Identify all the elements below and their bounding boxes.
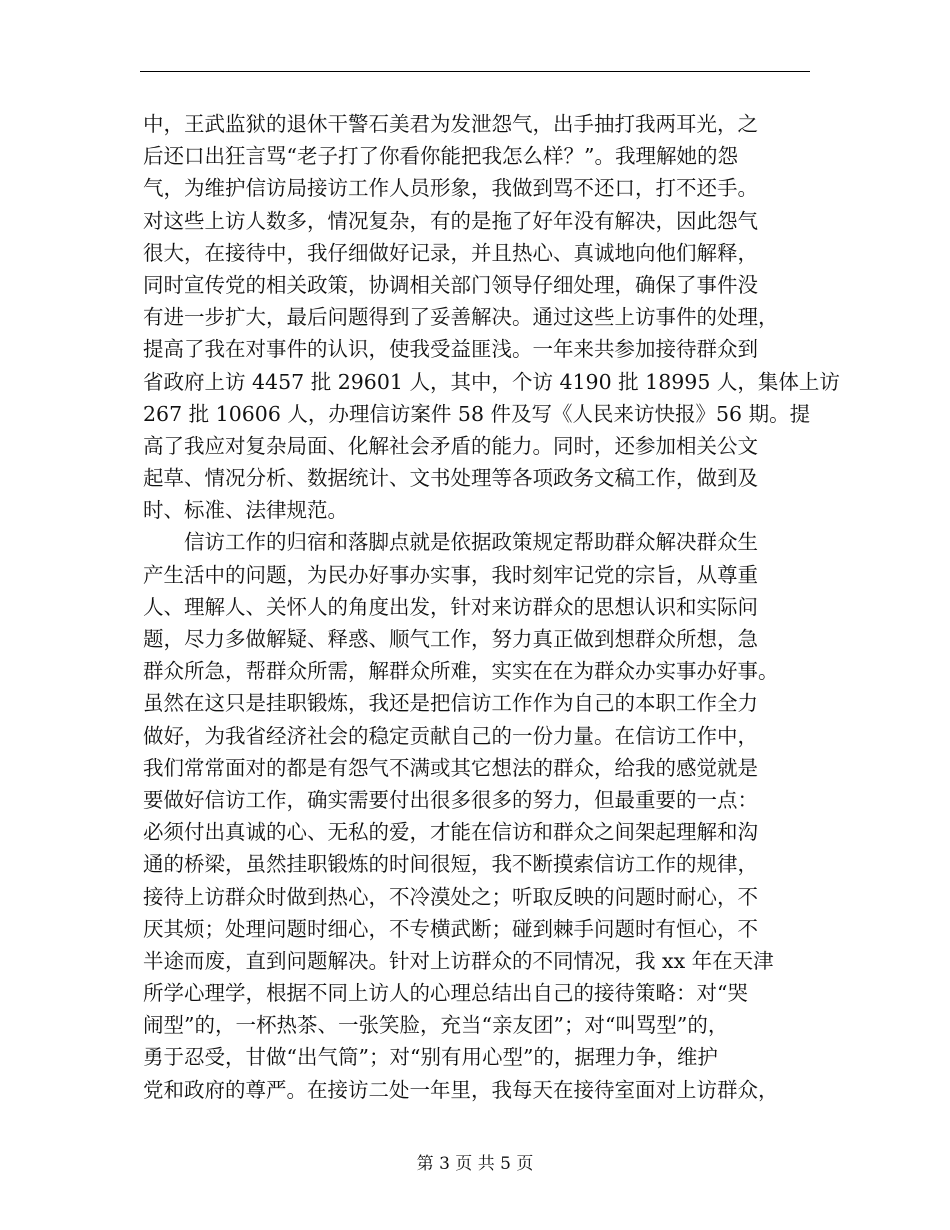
text-line: 提高了我在对事件的认识，使我受益匪浅。一年来共参加接待群众到 xyxy=(143,337,758,362)
text-line: 气，为维护信访局接访工作人员形象，我做到骂不还口，打不还手。 xyxy=(143,176,758,201)
text-line: 接待上访群众时做到热心，不冷漠处之；听取反映的问题时耐心，不 xyxy=(143,884,758,909)
text-line: 同时宣传党的相关政策，协调相关部门领导仔细处理，确保了事件没 xyxy=(143,272,758,297)
text-line: 267 批 10606 人，办理信访案件 58 件及写《人民来访快报》56 期。提 xyxy=(143,401,811,426)
text-line: 群众所急，帮群众所需，解群众所难，实实在在为群众办实事办好事。 xyxy=(143,659,779,684)
text-line: 厌其烦；处理问题时细心，不专横武断；碰到棘手问题时有恒心，不 xyxy=(143,916,758,941)
header-rule xyxy=(140,71,810,72)
text-line: 要做好信访工作，确实需要付出很多很多的努力，但最重要的一点： xyxy=(143,787,758,812)
text-line: 党和政府的尊严。在接访二处一年里，我每天在接待室面对上访群众， xyxy=(143,1077,779,1102)
text-line: 虽然在这只是挂职锻炼，我还是把信访工作作为自己的本职工作全力 xyxy=(143,691,758,716)
text-line: 高了我应对复杂局面、化解社会矛盾的能力。同时，还参加相关公文 xyxy=(143,433,758,458)
text-line: 有进一步扩大，最后问题得到了妥善解决。通过这些上访事件的处理， xyxy=(143,305,779,330)
text-line: 对这些上访人数多，情况复杂，有的是拖了好年没有解决，因此怨气 xyxy=(143,208,758,233)
text-line: 人、理解人、关怀人的角度出发，针对来访群众的思想认识和实际问 xyxy=(143,594,758,619)
paragraph-2 xyxy=(143,526,815,1105)
text-line: 中，王武监狱的退休干警石美君为发泄怨气，出手抽打我两耳光，之 xyxy=(143,112,758,136)
text-line: 闹型”的，一杯热茶、一张笑脸，充当“亲友团”；对“叫骂型”的， xyxy=(143,1013,729,1038)
text-line: 通的桥梁，虽然挂职锻炼的时间很短，我不断摸索信访工作的规律， xyxy=(143,852,758,877)
text-line: 产生活中的问题，为民办好事办实事，我时刻牢记党的宗旨，从尊重 xyxy=(143,562,758,587)
text-line: 起草、情况分析、数据统计、文书处理等各项政务文稿工作，做到及 xyxy=(143,466,758,491)
text-line-indented: 信访工作的归宿和落脚点就是依据政策规定帮助群众解决群众生 xyxy=(184,530,758,555)
text-line: 所学心理学，根据不同上访人的心理总结出自己的接待策略：对“哭 xyxy=(143,981,748,1006)
text-line: 时、标准、法律规范。 xyxy=(143,498,348,523)
document-body xyxy=(143,108,840,1106)
paragraph-1 xyxy=(143,108,840,526)
text-line: 必须付出真诚的心、无私的爱，才能在信访和群众之间架起理解和沟 xyxy=(143,820,758,845)
text-line: 做好，为我省经济社会的稳定贡献自己的一份力量。在信访工作中， xyxy=(143,723,758,748)
text-line: 题，尽力多做解疑、释惑、顺气工作，努力真正做到想群众所想，急 xyxy=(143,627,758,651)
text-line: 半途而废，直到问题解决。针对上访群众的不同情况，我 xx 年在天津 xyxy=(143,948,774,973)
text-line: 省政府上访 4457 批 29601 人，其中，个访 4190 批 18995 人，集体上访 xyxy=(143,369,840,394)
page-number: 第 3 页 共 5 页 xyxy=(416,1154,534,1174)
text-line: 我们常常面对的都是有怨气不满或其它想法的群众，给我的感觉就是 xyxy=(143,755,758,780)
text-line: 勇于忍受，甘做“出气筒”；对“别有用心型”的，据理力争，维护 xyxy=(143,1045,718,1070)
text-line: 很大，在接待中，我仔细做好记录，并且热心、真诚地向他们解释， xyxy=(143,240,758,265)
text-line: 后还口出狂言骂“老子打了你看你能把我怎么样？”。我理解她的怨 xyxy=(143,144,738,169)
